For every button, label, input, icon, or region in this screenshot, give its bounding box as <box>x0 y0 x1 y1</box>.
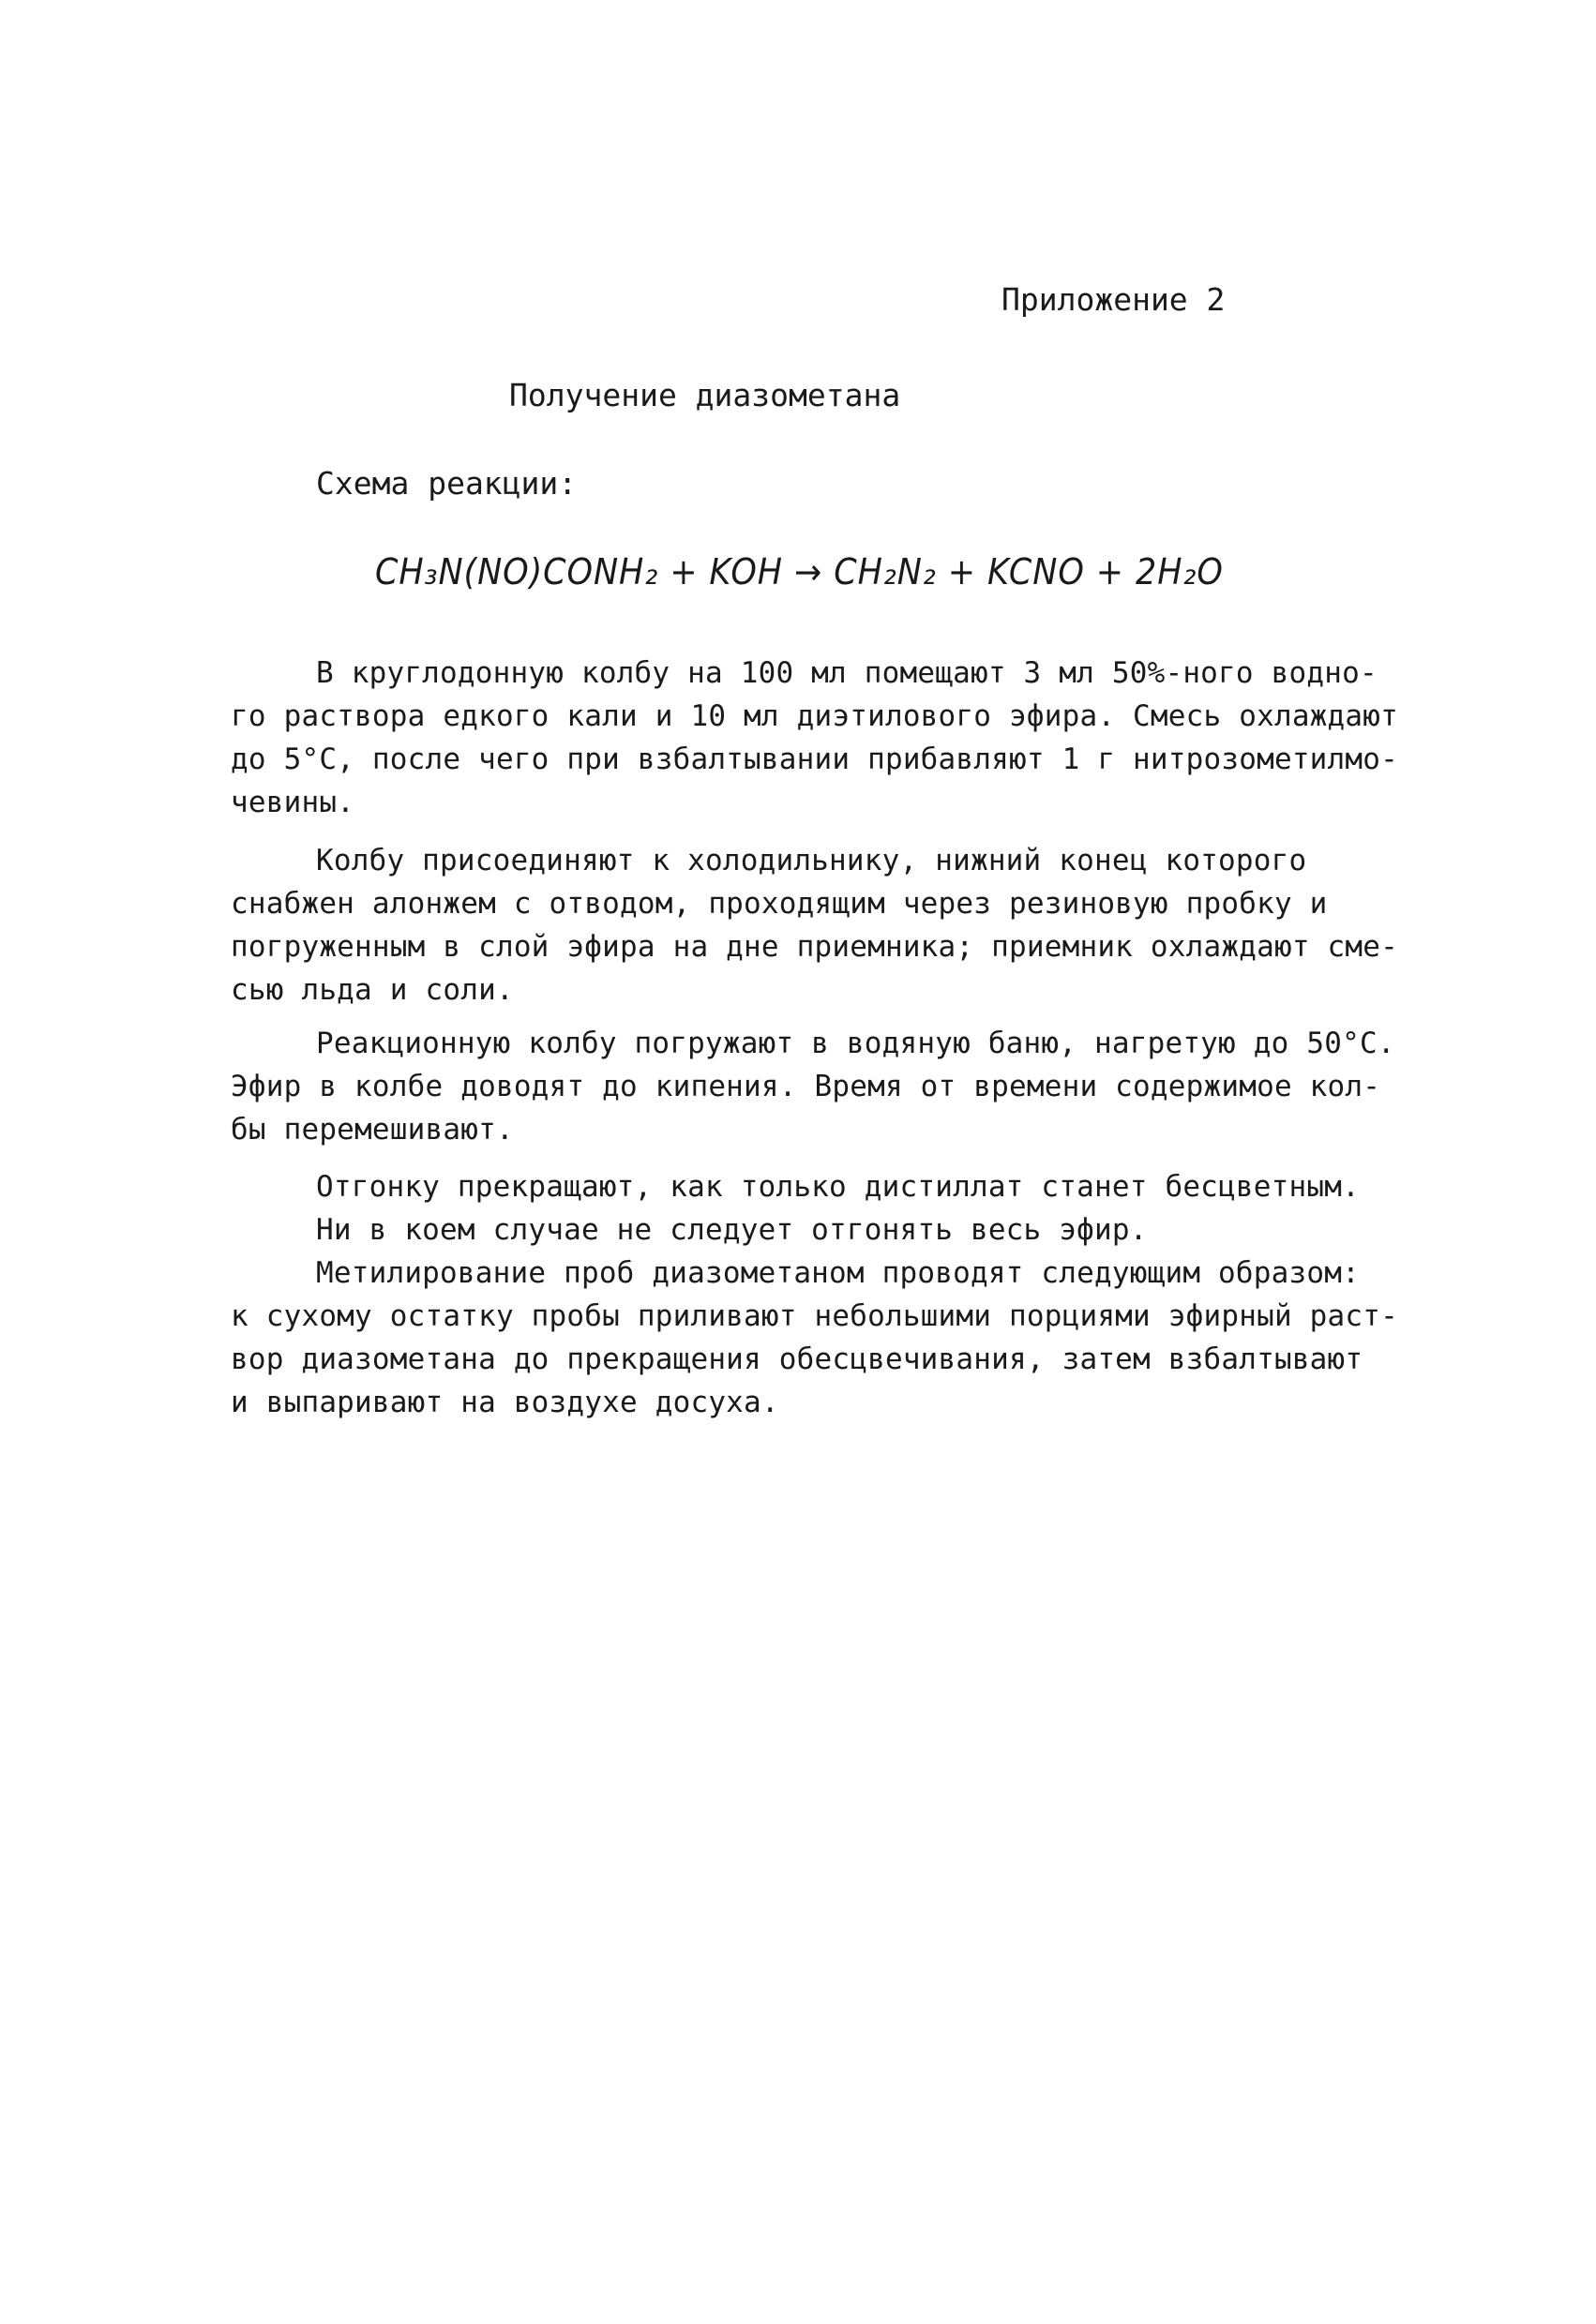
paragraph-3-line-3: бы перемешивают. <box>231 1113 514 1147</box>
appendix-label: Приложение 2 <box>1001 281 1226 318</box>
paragraph-4-line-6: и выпаривают на воздухе досуха. <box>231 1386 779 1419</box>
reaction-scheme-label: Схема реакции: <box>316 465 578 502</box>
paragraph-4-line-3: Метилирование проб диазометаном проводят следующим образом: <box>316 1256 1360 1290</box>
paragraph-1-line-2: го раствора едкого кали и 10 мл диэтилового эфира. Смесь охлаждают <box>231 699 1398 733</box>
paragraph-3-line-1: Реакционную колбу погружают в водяную баню, нагретую до 50°С. <box>316 1027 1395 1060</box>
paragraph-4-line-4: к сухому остатку пробы приливают небольшими порциями эфирный раст- <box>231 1299 1398 1333</box>
paragraph-1-line-3: до 5°С, после чего при взбалтывании прибавляют 1 г нитрозометилмо- <box>231 742 1398 776</box>
reaction-equation: CH₃N(NO)CONH₂ + KOH → CH₂N₂ + KCNO + 2H₂O <box>375 551 1224 592</box>
paragraph-3-line-2: Эфир в колбе доводят до кипения. Время от времени содержимое кол- <box>231 1070 1381 1103</box>
paragraph-4-line-2: Ни в коем случае не следует отгонять весь эфир. <box>316 1213 1148 1247</box>
paragraph-2-line-1: Колбу присоединяют к холодильнику, нижний конец которого <box>316 844 1307 877</box>
paragraph-4-line-1: Отгонку прекращают, как только дистиллат станет бесцветным. <box>316 1170 1360 1204</box>
paragraph-2-line-2: снабжен алонжем с отводом, проходящим через резиновую пробку и <box>231 887 1328 921</box>
paragraph-4-line-5: вор диазометана до прекращения обесцвечивания, затем взбалтывают <box>231 1342 1363 1376</box>
paragraph-1-line-1: В круглодонную колбу на 100 мл помещают 3 мл 50%-ного водно- <box>316 656 1378 690</box>
document-title: Получение диазометана <box>509 377 901 413</box>
paragraph-2-line-3: погруженным в слой эфира на дне приемника; приемник охлаждают сме- <box>231 930 1398 964</box>
paragraph-1-line-4: чевины. <box>231 786 355 819</box>
paragraph-2-line-4: сью льда и соли. <box>231 973 514 1007</box>
